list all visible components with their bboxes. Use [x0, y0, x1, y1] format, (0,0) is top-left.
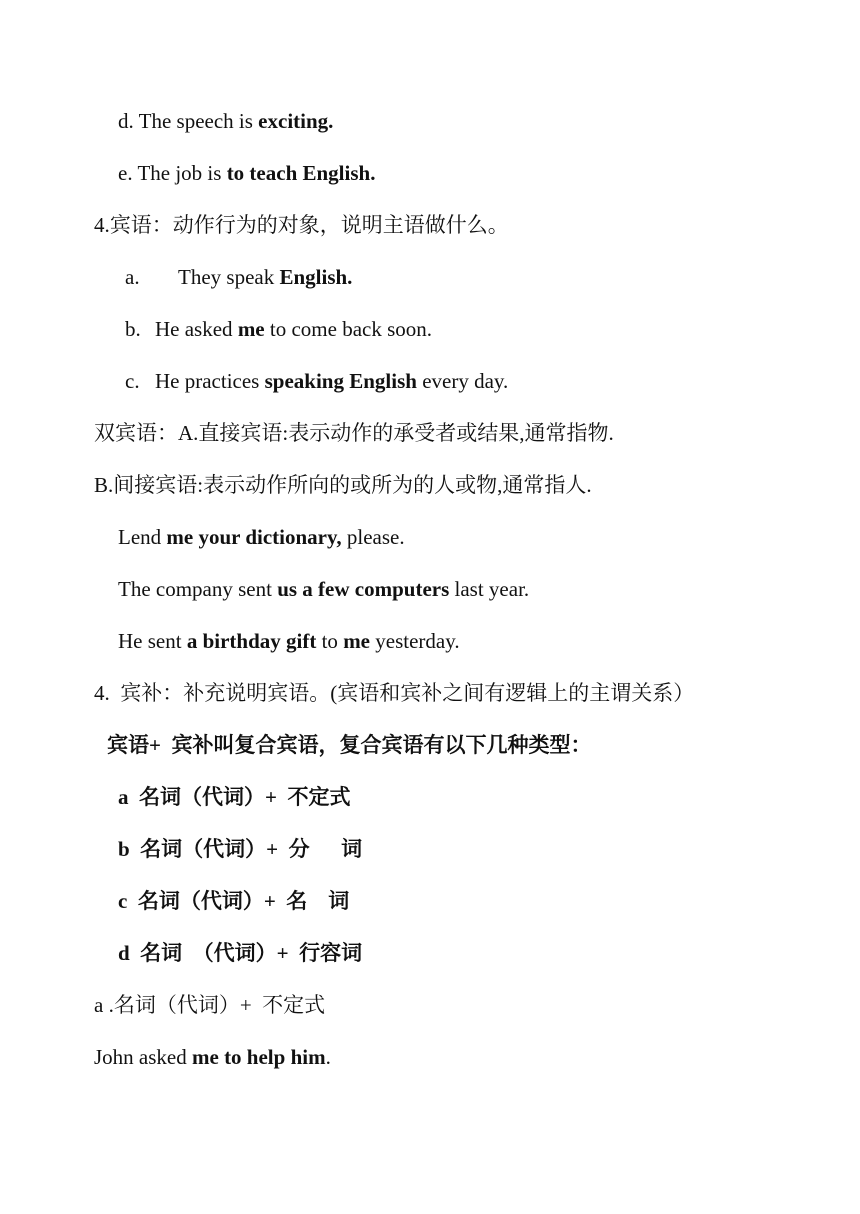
object-example-a: a. They speak English. [125, 265, 353, 289]
double-object-direct: 双宾语：A.直接宾语:表示动作的承受者或结果,通常指物. [94, 421, 614, 445]
example-company: The company sent us a few computers last year. [118, 577, 530, 601]
double-object-indirect: B.间接宾语:表示动作所向的或所为的人或物,通常指人. [94, 473, 592, 497]
compound-object-heading: 宾语+ 宾补叫复合宾语，复合宾语有以下几种类型： [107, 733, 592, 757]
section-a-heading: a .名词（代词）+ 不定式 [94, 993, 326, 1017]
example-lend: Lend me your dictionary, please. [118, 525, 405, 549]
example-e: e. The job is to teach English. [118, 161, 376, 185]
type-c: c 名词（代词）+ 名 词 [118, 889, 350, 913]
example-sent: He sent a birthday gift to me yesterday. [118, 629, 460, 653]
example-d: d. The speech is exciting. [118, 109, 334, 133]
type-b: b 名词（代词）+ 分 词 [118, 837, 363, 861]
type-a: a 名词（代词）+ 不定式 [118, 785, 351, 809]
object-heading: 4.宾语：动作行为的对象，说明主语做什么。 [94, 213, 509, 237]
example-john: John asked me to help him. [94, 1045, 331, 1069]
object-example-b: b. He asked me to come back soon. [125, 317, 433, 341]
type-d: d 名词 （代词）+ 行容词 [118, 941, 363, 965]
complement-heading: 4. 宾补：补充说明宾语。(宾语和宾补之间有逻辑上的主谓关系） [94, 681, 695, 705]
object-example-c: c. He practices speaking English every day. [125, 369, 509, 393]
